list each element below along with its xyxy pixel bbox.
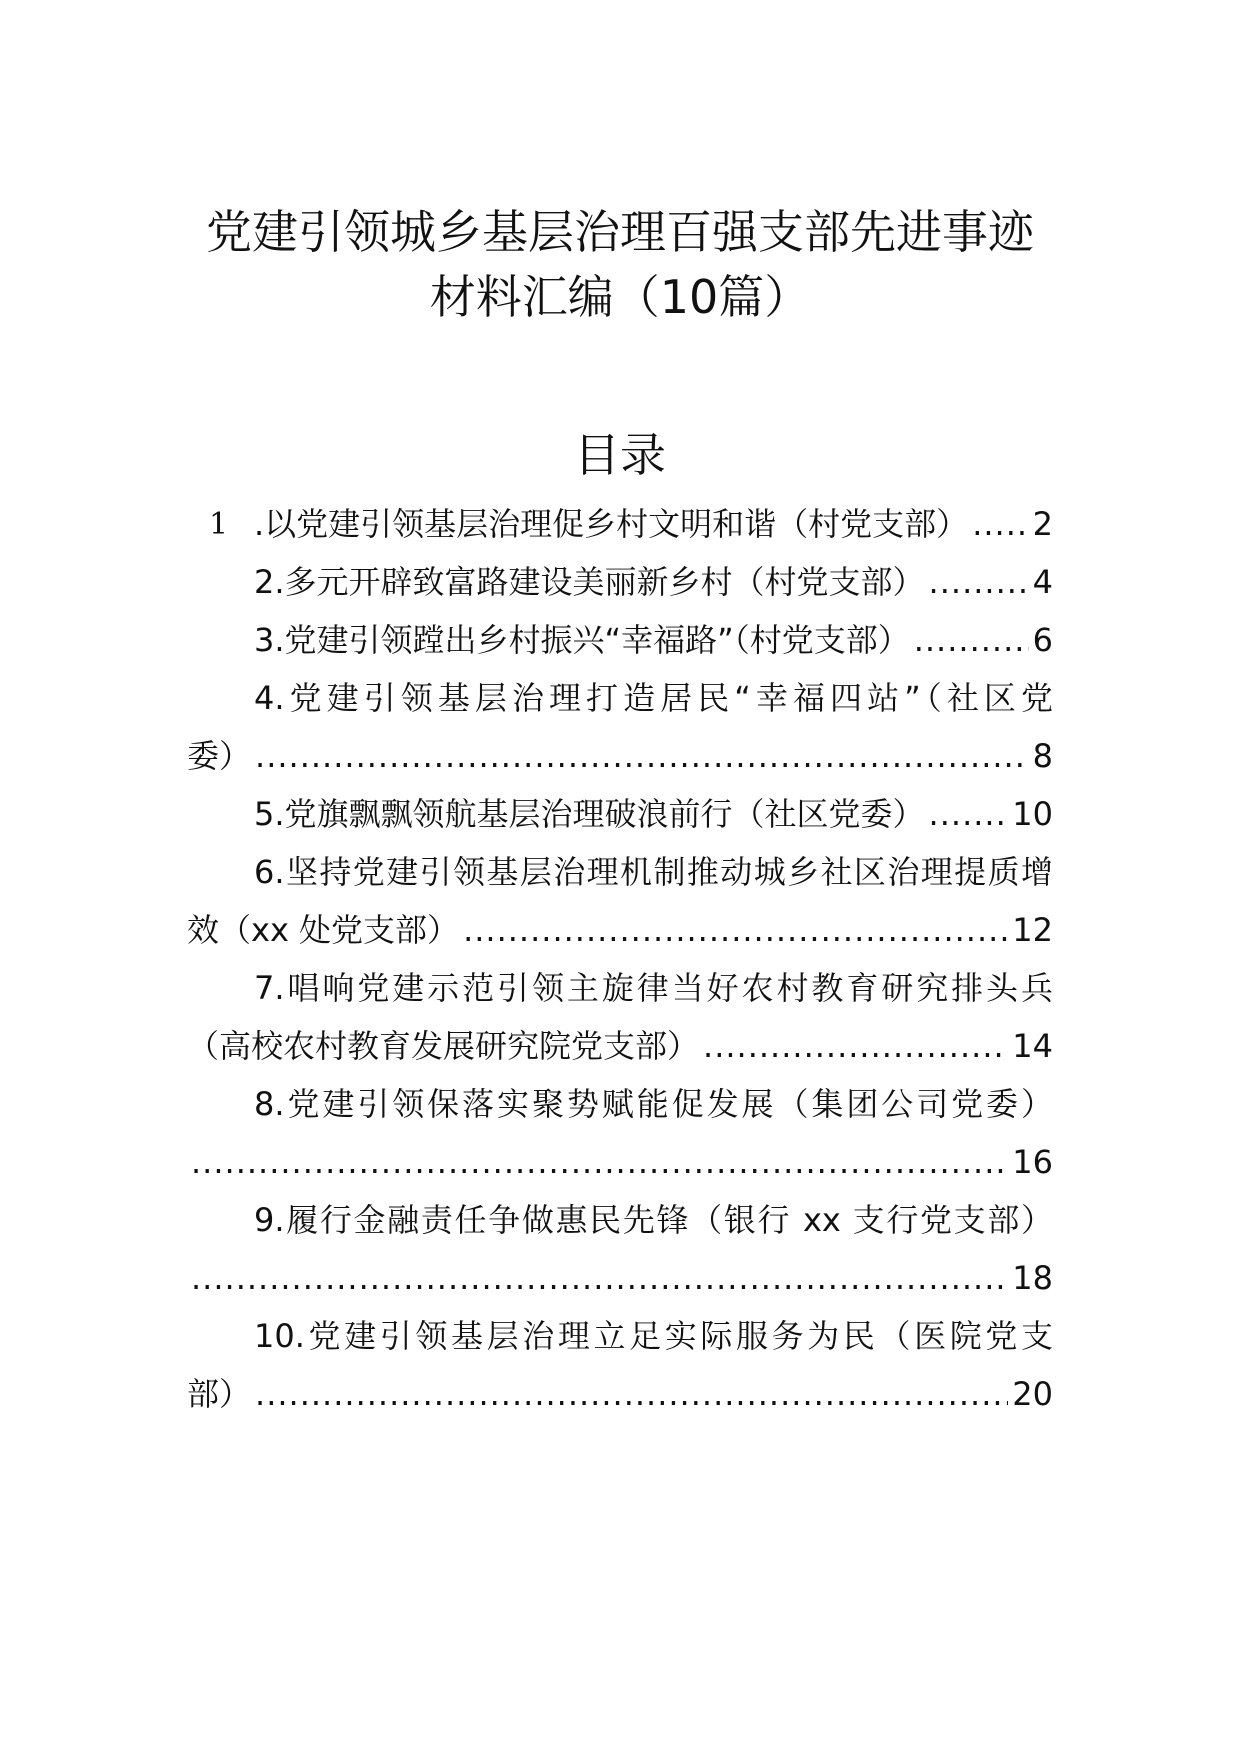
toc-entry-text: （高校农村教育发展研究院党支部）: [187, 1027, 700, 1065]
toc-page-number: 2: [1032, 505, 1053, 543]
toc-page-number: 8: [1032, 737, 1053, 775]
toc-entry-7-line-2[interactable]: [187, 1021, 1053, 1071]
toc-heading: 目录: [574, 428, 666, 482]
toc-entry-text: 委）: [187, 737, 252, 775]
toc-leader-dots: [914, 615, 1029, 665]
toc-page-number: 10: [1012, 795, 1053, 833]
toc-leader-dots: [929, 557, 1029, 607]
toc-entry-8-line-2[interactable]: [187, 1137, 1053, 1187]
toc-entry-8-line-1[interactable]: [187, 1079, 1053, 1129]
toc-entry-4-line-2[interactable]: [187, 731, 1053, 781]
toc-entry-text: 4.党建引领基层治理打造居民“幸福四站”（社区党: [254, 679, 1053, 717]
stray-page-number: 1: [209, 507, 229, 542]
toc-entry-text: 10.党建引领基层治理立足实际服务为民（医院党支: [254, 1317, 1053, 1355]
toc-entry-6-line-1[interactable]: [187, 847, 1053, 897]
toc-page-number: 4: [1032, 563, 1053, 601]
toc-leader-dots: [703, 1021, 1008, 1071]
toc-entry-10-line-2[interactable]: [187, 1369, 1053, 1419]
toc-entry-text: 7.唱响党建示范引领主旋律当好农村教育研究排头兵: [254, 969, 1053, 1007]
toc-entry-text: 8.党建引领保落实聚势赋能促发展（集团公司党委）: [254, 1085, 1053, 1123]
document-title-line-1: 党建引领城乡基层治理百强支部先进事迹: [206, 205, 1034, 259]
toc-entry-4-line-1[interactable]: [187, 673, 1053, 723]
toc-entry-9-line-2[interactable]: [187, 1253, 1053, 1303]
document-title-line-2: 材料汇编（10篇）: [429, 270, 811, 324]
toc-leader-dots: [191, 1137, 1008, 1187]
toc-entry-6-line-2[interactable]: [187, 905, 1053, 955]
toc-entry-text: 6.坚持党建引领基层治理机制推动城乡社区治理提质增: [254, 853, 1053, 891]
toc-page-number: 6: [1032, 621, 1053, 659]
toc-entry-1[interactable]: [187, 499, 1053, 549]
toc-entry-text: 9.履行金融责任争做惠民先锋（银行 xx 支行党支部）: [254, 1201, 1053, 1239]
toc-entry-7-line-1[interactable]: [187, 963, 1053, 1013]
toc-entry-text: 3.党建引领蹚出乡村振兴“幸福路”（村党支部）: [254, 621, 910, 659]
toc-entry-9-line-1[interactable]: [187, 1195, 1053, 1245]
toc-entry-text: 2.多元开辟致富路建设美丽新乡村（村党支部）: [254, 563, 925, 601]
toc-entry-text: 5.党旗飘飘领航基层治理破浪前行（社区党委）: [254, 795, 925, 833]
toc-entry-text: .以党建引领基层治理促乡村文明和谐（村党支部）: [254, 505, 969, 543]
toc-entry-text: 部）: [187, 1375, 252, 1413]
toc-entry-text: 效（xx 处党支部）: [187, 911, 460, 949]
toc-page-number: 12: [1012, 911, 1053, 949]
toc-page-number: 14: [1012, 1027, 1053, 1065]
toc-leader-dots: [255, 1369, 1008, 1419]
toc-entry-5[interactable]: [187, 789, 1053, 839]
toc-page-number: 18: [1012, 1259, 1053, 1297]
toc-leader-dots: [255, 731, 1029, 781]
toc-page-number: 16: [1012, 1143, 1053, 1181]
toc-entry-10-line-1[interactable]: [187, 1311, 1053, 1361]
toc-page-number: 20: [1012, 1375, 1053, 1413]
toc-entry-3[interactable]: [187, 615, 1053, 665]
toc-leader-dots: [929, 789, 1009, 839]
toc-leader-dots: [463, 905, 1008, 955]
toc-entry-2[interactable]: [187, 557, 1053, 607]
toc-leader-dots: [191, 1253, 1008, 1303]
toc-leader-dots: [972, 499, 1028, 549]
